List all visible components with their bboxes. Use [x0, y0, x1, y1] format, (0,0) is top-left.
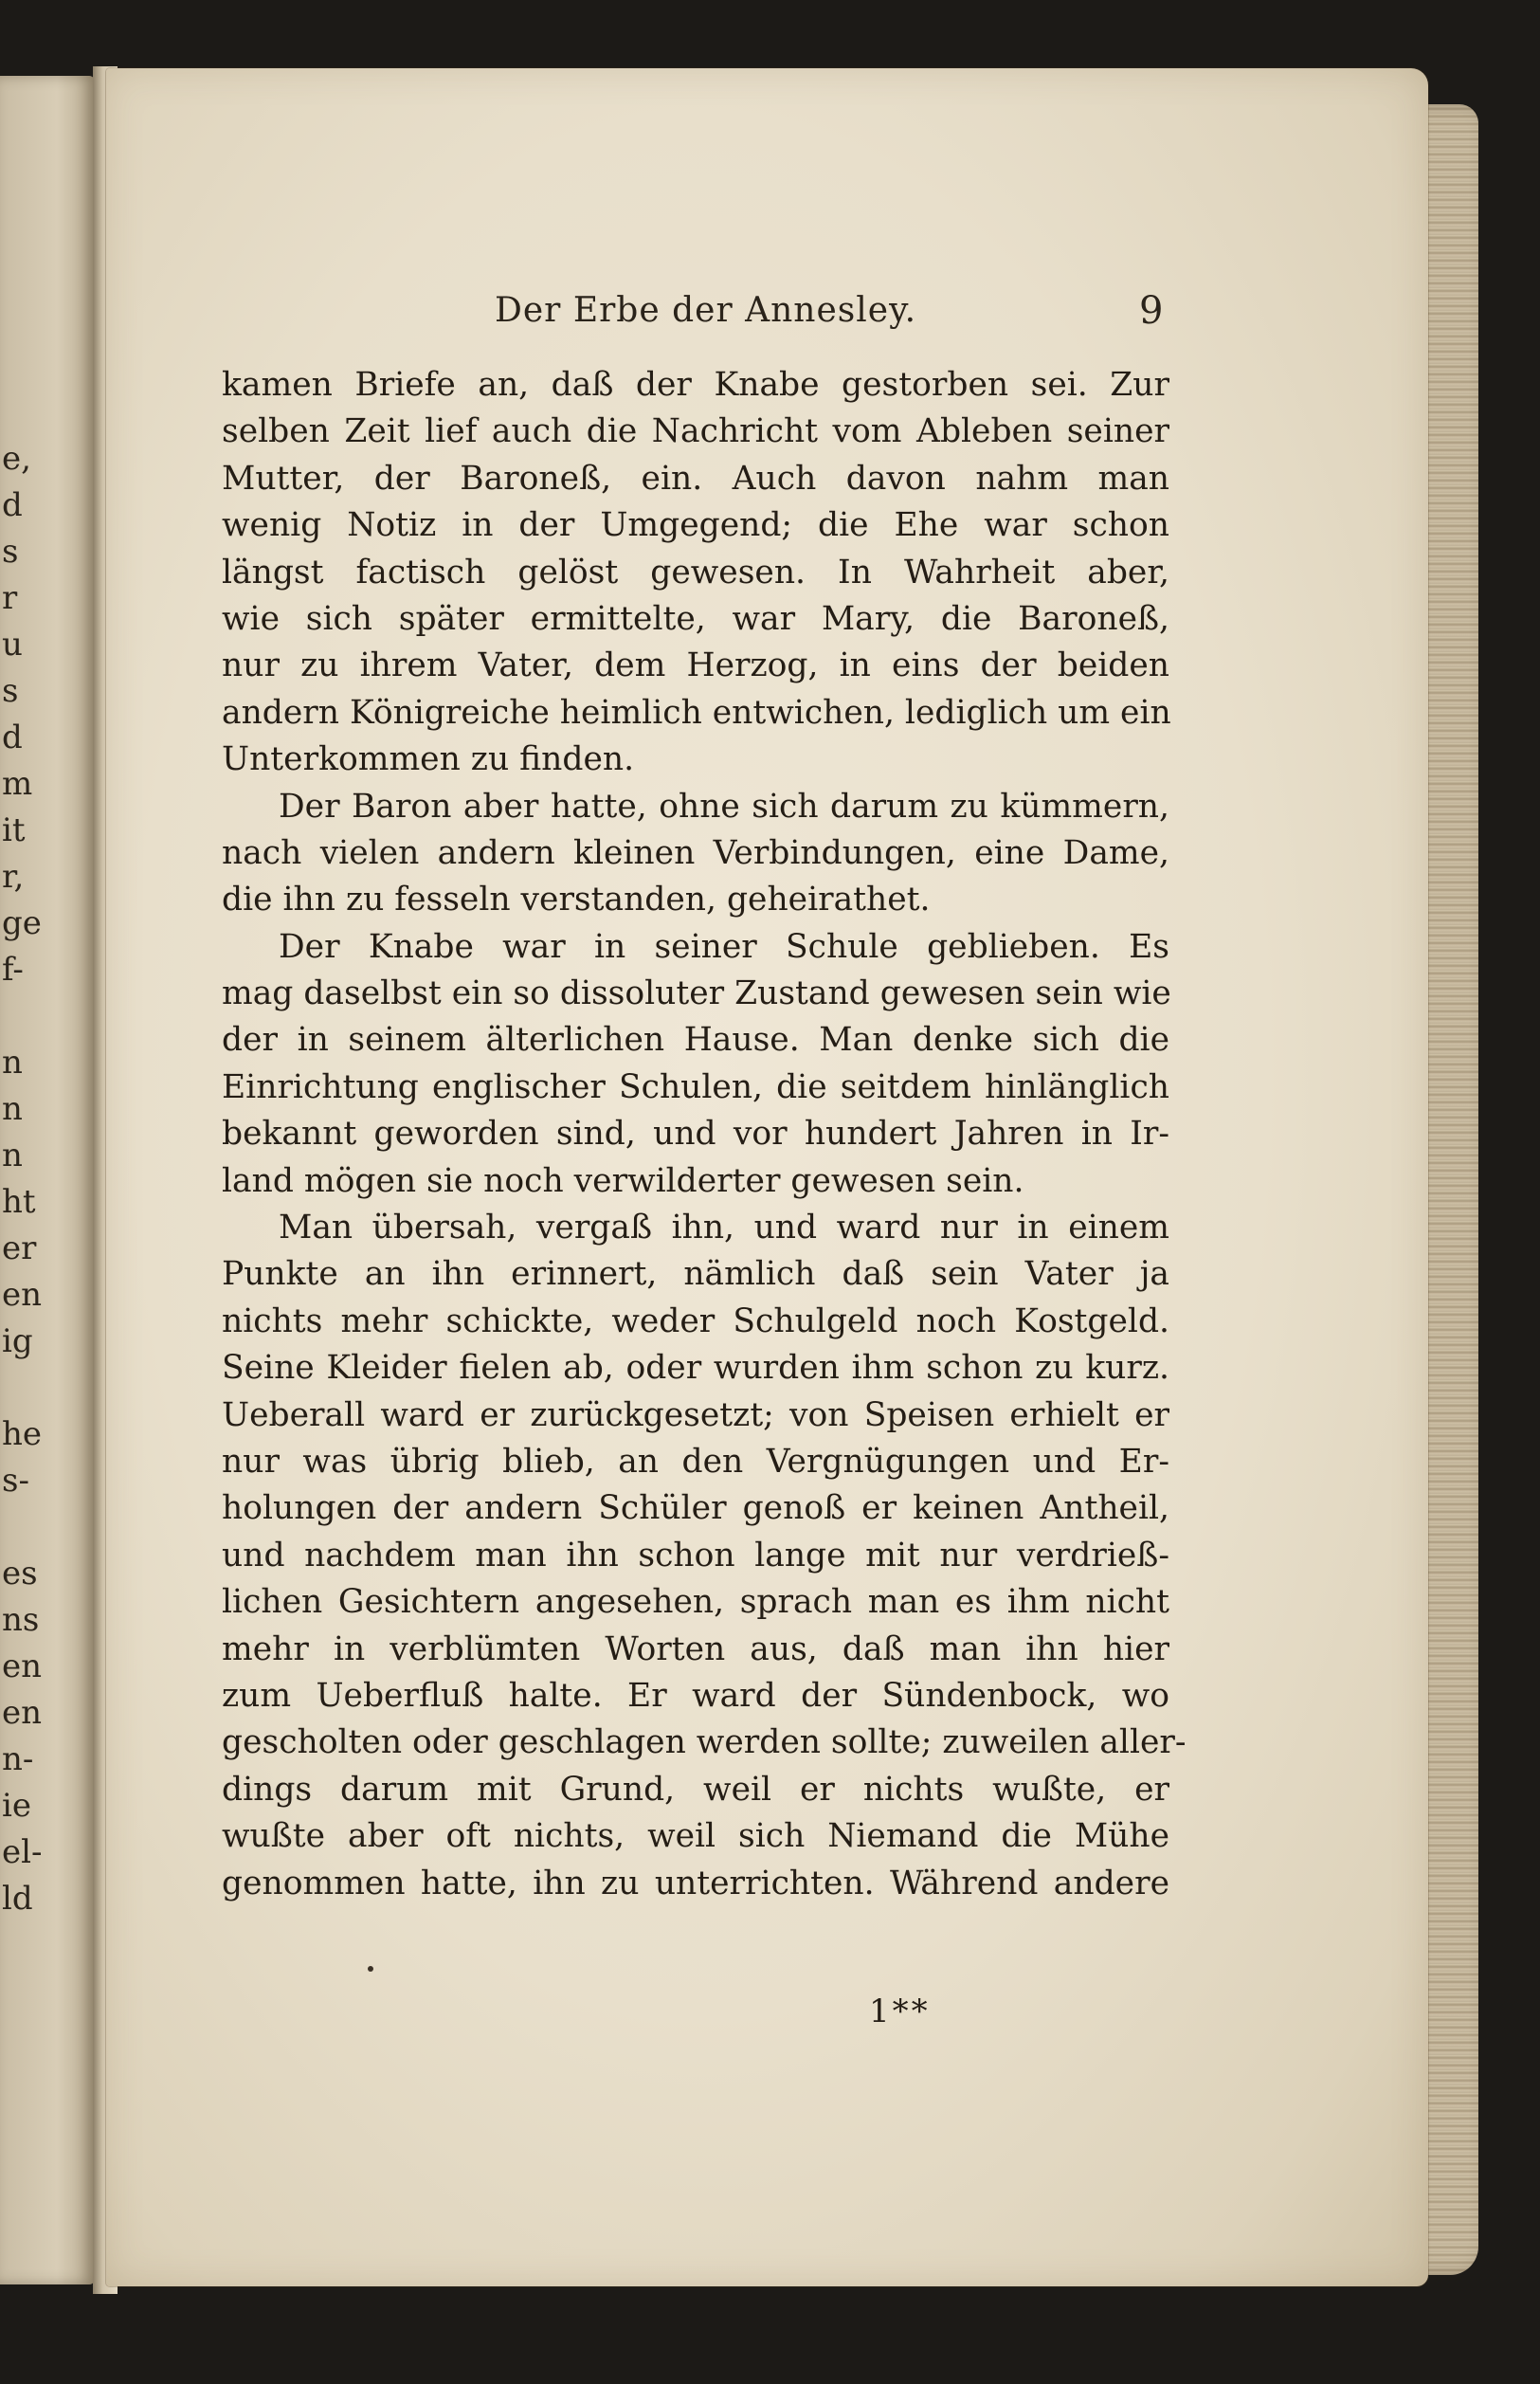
- left-page-fragment: es: [2, 1555, 38, 1592]
- running-title: Der Erbe der Annesley.: [495, 291, 917, 330]
- left-page-fragment: n: [2, 1137, 23, 1174]
- left-page-fragment: s: [2, 533, 19, 571]
- text-line: Punkte an ihn erinnert, nämlich daß sein Vater ja: [222, 1255, 1169, 1294]
- text-line: Seine Kleider fielen ab, oder wurden ihm schon zu kurz.: [222, 1349, 1169, 1388]
- left-page-fragment: en: [2, 1276, 43, 1314]
- left-page-fragment: el-: [2, 1833, 43, 1871]
- text-line: nur was übrig blieb, an den Vergnügungen und Er-: [222, 1442, 1169, 1481]
- left-page-fragment: d: [2, 486, 23, 524]
- left-page-fragment: ie: [2, 1787, 31, 1825]
- text-line: nichts mehr schickte, weder Schulgeld noch Kostgeld.: [222, 1301, 1169, 1340]
- left-page-fragment: ns: [2, 1601, 40, 1639]
- left-page-fragment: ge: [2, 904, 42, 942]
- text-line: dings darum mit Grund, weil er nichts wußte, er: [222, 1770, 1169, 1809]
- text-line: und nachdem man ihn schon lange mit nur verdrieß-: [222, 1536, 1169, 1574]
- left-page-fragment: ht: [2, 1183, 36, 1221]
- text-line: Unterkommen zu finden.: [222, 740, 635, 779]
- text-line: wußte aber oft nichts, weil sich Niemand die Mühe: [222, 1817, 1169, 1856]
- left-page-fragment: f-: [2, 951, 24, 989]
- page-number: 9: [1139, 289, 1164, 333]
- text-line: Ueberall ward er zurückgesetzt; von Speisen erhielt er: [222, 1395, 1169, 1434]
- left-page-fragment: n: [2, 1044, 23, 1082]
- left-page-fragment: s-: [2, 1462, 29, 1500]
- text-line: nach vielen andern kleinen Verbindungen, eine Dame,: [222, 833, 1169, 872]
- left-page-fragment: en: [2, 1694, 43, 1732]
- left-page-fragment: [2, 1504, 40, 1551]
- page: [106, 68, 1428, 2286]
- text-line: die ihn zu fesseln verstanden, geheirathet.: [222, 881, 931, 919]
- left-page-fragment: m: [2, 765, 33, 803]
- left-page-fragment: ld: [2, 1880, 33, 1918]
- left-page-fragment: e,: [2, 440, 31, 478]
- left-page-fragment: [2, 993, 40, 1040]
- paper-speck: [368, 1966, 373, 1972]
- text-line: längst factisch gelöst gewesen. In Wahrheit aber,: [222, 553, 1169, 591]
- body-text: [222, 362, 1187, 1907]
- text-line: nur zu ihrem Vater, dem Herzog, in eins der beiden: [222, 646, 1169, 685]
- left-page-fragment: er: [2, 1229, 37, 1267]
- left-page-edge: [0, 76, 95, 2284]
- left-page-fragment: en: [2, 1647, 43, 1685]
- left-page-fragment: r: [2, 579, 18, 617]
- text-line: land mögen sie noch verwilderter gewesen sein.: [222, 1161, 1024, 1200]
- text-line: holungen der andern Schüler genoß er keinen Antheil,: [222, 1489, 1169, 1528]
- left-page-fragment: he: [2, 1415, 43, 1453]
- text-line: genommen hatte, ihn zu unterrichten. Während andere: [222, 1864, 1169, 1902]
- left-page-fragments: [2, 436, 43, 1922]
- text-line: andern Königreiche heimlich entwichen, lediglich um ein: [222, 693, 1171, 732]
- left-page-fragment: [2, 1365, 40, 1411]
- left-page-fragment: s: [2, 672, 19, 710]
- text-line: Der Baron aber hatte, ohne sich darum zu kümmern,: [279, 787, 1169, 826]
- left-page-fragment: n-: [2, 1740, 34, 1778]
- left-page-fragment: d: [2, 719, 23, 756]
- text-line: Mutter, der Baroneß, ein. Auch davon nahm man: [222, 459, 1169, 498]
- text-line: gescholten oder geschlagen werden sollte; zuweilen aller-: [222, 1723, 1187, 1762]
- text-line: lichen Gesichtern angesehen, sprach man es ihm nicht: [222, 1583, 1169, 1622]
- text-line: wenig Notiz in der Umgegend; die Ehe war schon: [222, 506, 1169, 545]
- text-line: mag daselbst ein so dissoluter Zustand gewesen sein wie: [222, 974, 1171, 1013]
- text-line: der in seinem älterlichen Hause. Man denke sich die: [222, 1021, 1169, 1060]
- text-line: kamen Briefe an, daß der Knabe gestorben sei. Zur: [222, 366, 1169, 404]
- text-line: zum Ueberfluß halte. Er ward der Sündenbock, wo: [222, 1676, 1169, 1715]
- text-line: selben Zeit lief auch die Nachricht vom Ableben seiner: [222, 412, 1169, 451]
- text-line: Man übersah, vergaß ihn, und ward nur in einem: [279, 1209, 1169, 1247]
- left-page-fragment: u: [2, 626, 23, 664]
- left-page-fragment: r,: [2, 858, 25, 896]
- left-page-fragment: n: [2, 1090, 23, 1128]
- left-page-fragment: it: [2, 811, 26, 849]
- text-line: Der Knabe war in seiner Schule geblieben. Es: [279, 927, 1169, 966]
- text-line: wie sich später ermittelte, war Mary, die Baroneß,: [222, 599, 1169, 638]
- text-line: bekannt geworden sind, und vor hundert Jahren in Ir-: [222, 1115, 1169, 1154]
- signature-mark: 1**: [869, 1993, 931, 2030]
- left-page-fragment: ig: [2, 1322, 33, 1360]
- text-line: mehr in verblümten Worten aus, daß man ihn hier: [222, 1629, 1169, 1668]
- text-line: Einrichtung englischer Schulen, die seitdem hinlänglich: [222, 1067, 1169, 1106]
